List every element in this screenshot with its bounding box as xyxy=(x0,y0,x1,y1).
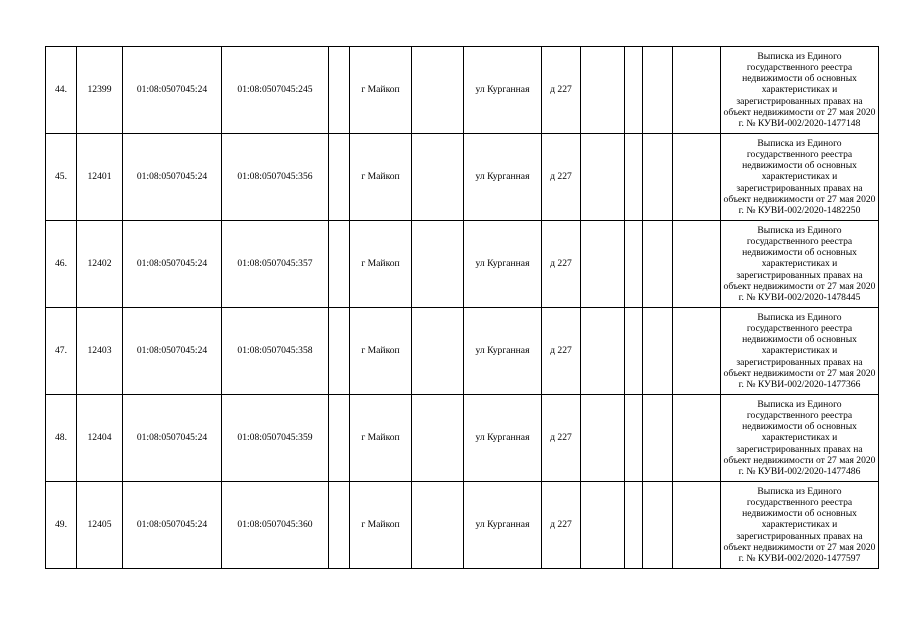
empty-cell xyxy=(643,308,673,395)
street-cell: ул Курганная xyxy=(464,395,542,482)
street-cell: ул Курганная xyxy=(464,221,542,308)
parent-cadastral-number-cell: 01:08:0507045:24 xyxy=(123,308,222,395)
house-number-cell: д 227 xyxy=(542,482,581,569)
empty-cell xyxy=(329,221,350,308)
document-basis-cell: Выписка из Единого государственного реестра недвижимости об основных характеристиках и зарегистрированных правах на объект недвижимости от 27 мая 2020 г. № КУВИ-002/2020-1477486 xyxy=(721,395,879,482)
parent-cadastral-number-cell: 01:08:0507045:24 xyxy=(123,482,222,569)
street-cell: ул Курганная xyxy=(464,308,542,395)
empty-cell xyxy=(581,308,625,395)
empty-cell xyxy=(673,308,721,395)
empty-cell xyxy=(581,395,625,482)
empty-cell xyxy=(581,482,625,569)
parent-cadastral-number-cell: 01:08:0507045:24 xyxy=(123,395,222,482)
empty-cell xyxy=(581,134,625,221)
city-cell: г Майкоп xyxy=(350,134,412,221)
empty-cell xyxy=(329,308,350,395)
document-basis-cell: Выписка из Единого государственного реестра недвижимости об основных характеристиках и зарегистрированных правах на объект недвижимости от 27 мая 2020 г. № КУВИ-002/2020-1482250 xyxy=(721,134,879,221)
empty-cell xyxy=(329,395,350,482)
empty-cell xyxy=(625,482,643,569)
empty-cell xyxy=(625,134,643,221)
house-number-cell: д 227 xyxy=(542,308,581,395)
empty-cell xyxy=(412,395,464,482)
table-row xyxy=(46,47,879,134)
table-row xyxy=(46,221,879,308)
house-number-cell: д 227 xyxy=(542,395,581,482)
row-number-cell: 45. xyxy=(46,134,77,221)
table-row xyxy=(46,482,879,569)
cadastral-number-cell: 01:08:0507045:356 xyxy=(222,134,329,221)
empty-cell xyxy=(412,308,464,395)
city-cell: г Майкоп xyxy=(350,47,412,134)
empty-cell xyxy=(625,47,643,134)
row-number-cell: 44. xyxy=(46,47,77,134)
empty-cell xyxy=(329,47,350,134)
document-basis-cell: Выписка из Единого государственного реестра недвижимости об основных характеристиках и зарегистрированных правах на объект недвижимости от 27 мая 2020 г. № КУВИ-002/2020-1478445 xyxy=(721,221,879,308)
empty-cell xyxy=(643,395,673,482)
object-id-cell: 12402 xyxy=(77,221,123,308)
empty-cell xyxy=(412,134,464,221)
table-row xyxy=(46,134,879,221)
empty-cell xyxy=(625,308,643,395)
row-number-cell: 49. xyxy=(46,482,77,569)
house-number-cell: д 227 xyxy=(542,221,581,308)
row-number-cell: 47. xyxy=(46,308,77,395)
object-id-cell: 12399 xyxy=(77,47,123,134)
document-basis-cell: Выписка из Единого государственного реестра недвижимости об основных характеристиках и зарегистрированных правах на объект недвижимости от 27 мая 2020 г. № КУВИ-002/2020-1477597 xyxy=(721,482,879,569)
row-number-cell: 46. xyxy=(46,221,77,308)
house-number-cell: д 227 xyxy=(542,134,581,221)
empty-cell xyxy=(643,47,673,134)
street-cell: ул Курганная xyxy=(464,482,542,569)
empty-cell xyxy=(329,134,350,221)
empty-cell xyxy=(673,221,721,308)
empty-cell xyxy=(625,395,643,482)
empty-cell xyxy=(625,221,643,308)
empty-cell xyxy=(673,134,721,221)
cadastral-number-cell: 01:08:0507045:245 xyxy=(222,47,329,134)
empty-cell xyxy=(412,482,464,569)
empty-cell xyxy=(412,221,464,308)
empty-cell xyxy=(673,395,721,482)
empty-cell xyxy=(412,47,464,134)
parent-cadastral-number-cell: 01:08:0507045:24 xyxy=(123,221,222,308)
street-cell: ул Курганная xyxy=(464,134,542,221)
cadastral-number-cell: 01:08:0507045:358 xyxy=(222,308,329,395)
cadastral-number-cell: 01:08:0507045:360 xyxy=(222,482,329,569)
object-id-cell: 12401 xyxy=(77,134,123,221)
object-id-cell: 12404 xyxy=(77,395,123,482)
empty-cell xyxy=(673,482,721,569)
street-cell: ул Курганная xyxy=(464,47,542,134)
empty-cell xyxy=(581,221,625,308)
empty-cell xyxy=(581,47,625,134)
parent-cadastral-number-cell: 01:08:0507045:24 xyxy=(123,134,222,221)
row-number-cell: 48. xyxy=(46,395,77,482)
empty-cell xyxy=(673,47,721,134)
city-cell: г Майкоп xyxy=(350,395,412,482)
object-id-cell: 12405 xyxy=(77,482,123,569)
house-number-cell: д 227 xyxy=(542,47,581,134)
table-row xyxy=(46,308,879,395)
empty-cell xyxy=(643,134,673,221)
city-cell: г Майкоп xyxy=(350,482,412,569)
empty-cell xyxy=(643,221,673,308)
table-row xyxy=(46,395,879,482)
city-cell: г Майкоп xyxy=(350,308,412,395)
empty-cell xyxy=(643,482,673,569)
document-basis-cell: Выписка из Единого государственного реестра недвижимости об основных характеристиках и зарегистрированных правах на объект недвижимости от 27 мая 2020 г. № КУВИ-002/2020-1477148 xyxy=(721,47,879,134)
cadastral-number-cell: 01:08:0507045:357 xyxy=(222,221,329,308)
registry-table xyxy=(45,46,879,569)
object-id-cell: 12403 xyxy=(77,308,123,395)
cadastral-number-cell: 01:08:0507045:359 xyxy=(222,395,329,482)
empty-cell xyxy=(329,482,350,569)
city-cell: г Майкоп xyxy=(350,221,412,308)
document-basis-cell: Выписка из Единого государственного реестра недвижимости об основных характеристиках и зарегистрированных правах на объект недвижимости от 27 мая 2020 г. № КУВИ-002/2020-1477366 xyxy=(721,308,879,395)
parent-cadastral-number-cell: 01:08:0507045:24 xyxy=(123,47,222,134)
